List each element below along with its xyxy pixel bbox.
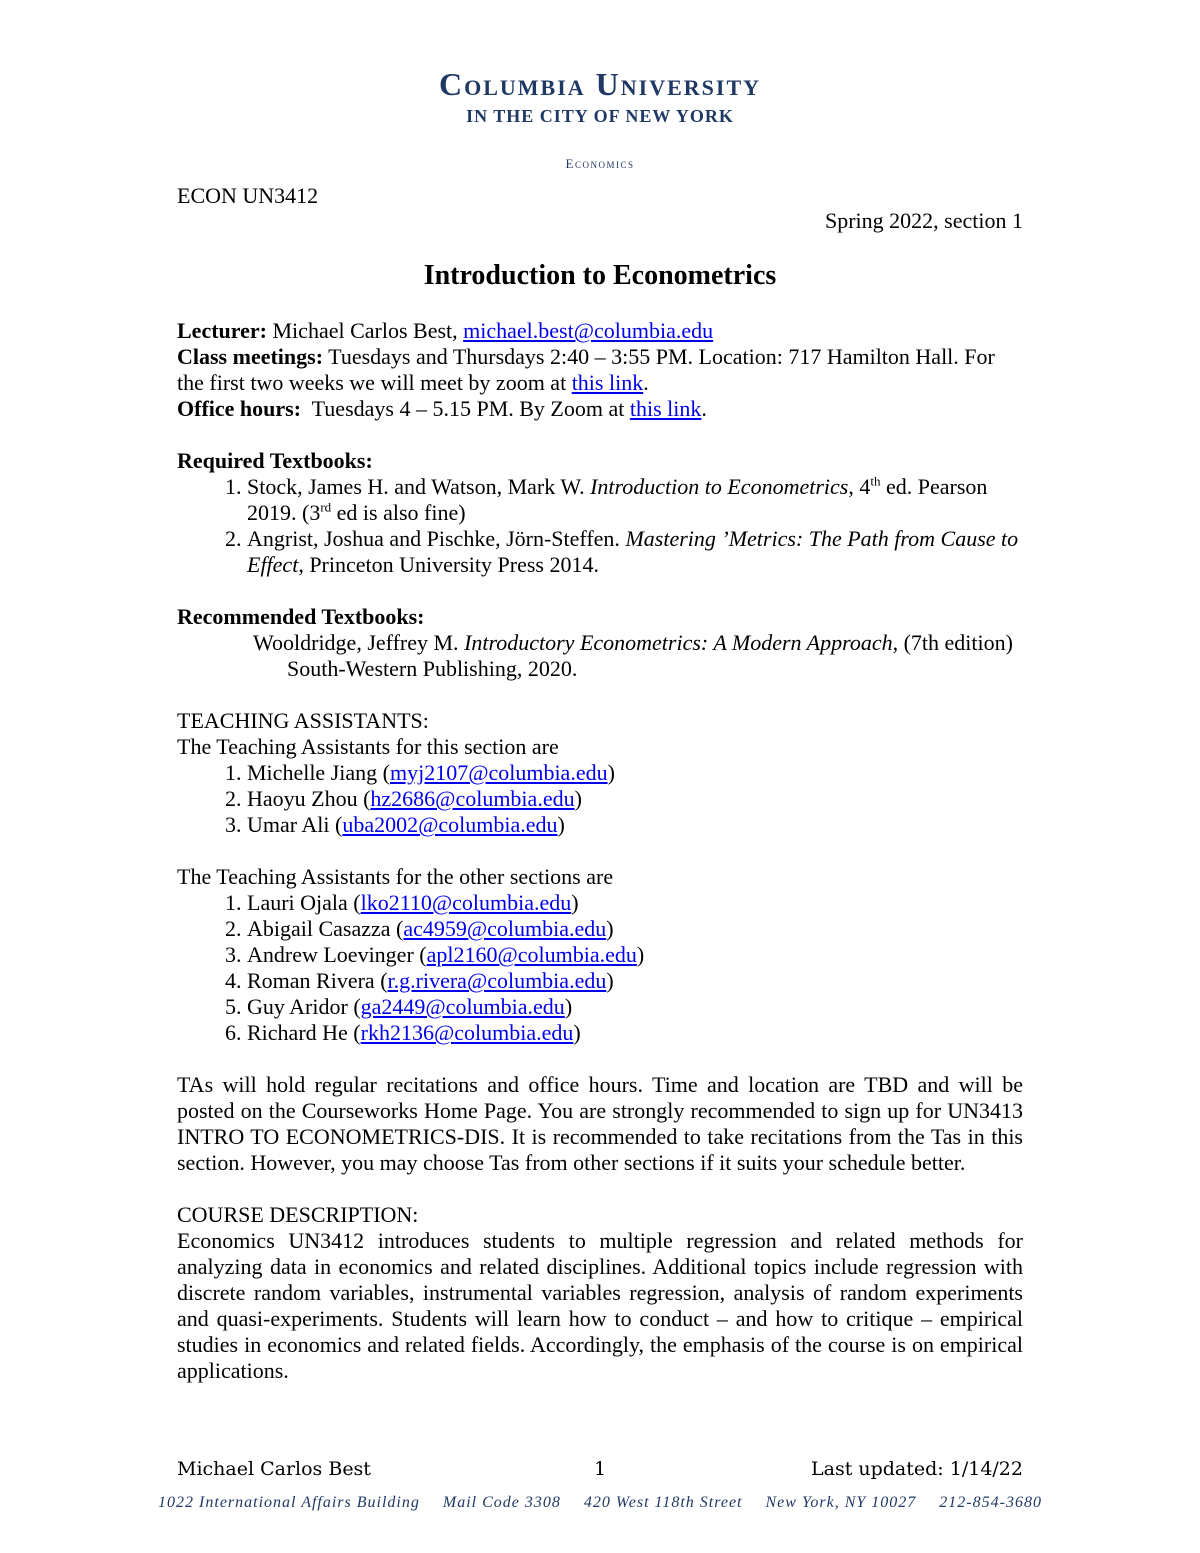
recitations-paragraph: TAs will hold regular recitations and office hours. Time and location are TBD and will be posted on the Courseworks Home Page. You are strongly recommended to sign up for UN3413 INTRO TO ECONOMETRICS-DIS. It is recommended to take recitations from the Tas in this section. However, you may choose Tas from other sections if it suits your schedule better.	[177, 1072, 1023, 1175]
ta-list-item	[247, 968, 1023, 994]
lecturer-name: Michael Carlos Best,	[272, 318, 458, 343]
last-updated: Last updated: 1/14/22	[811, 1458, 1023, 1480]
university-name: Columbia University	[438, 66, 762, 102]
other-sections-ta-list	[177, 890, 1023, 1046]
edition-number: 4	[859, 474, 871, 499]
ta-name: Richard He (	[247, 1020, 361, 1045]
required-textbooks-list	[177, 474, 1023, 578]
closing-paren: )	[573, 1020, 581, 1045]
ta-email-link[interactable]: ac4959@columbia.edu	[403, 916, 607, 941]
ta-list-item	[247, 942, 1023, 968]
ta-list-item	[247, 760, 1023, 786]
ta-email-link[interactable]: myj2107@columbia.edu	[389, 760, 608, 785]
closing-paren: )	[574, 786, 582, 811]
closing-paren: )	[607, 760, 615, 785]
lecturer-label: Lecturer:	[177, 318, 267, 343]
edition-suffix: rd	[320, 499, 332, 515]
book-title: Mastering ’Metrics: The Path from Cause to Effect	[247, 526, 1019, 577]
address-city: New York, NY 10027	[765, 1494, 917, 1511]
ta-email-link[interactable]: lko2110@columbia.edu	[360, 890, 572, 915]
closing-paren: )	[571, 890, 579, 915]
book-details: ed is also fine)	[331, 500, 466, 525]
ta-list-item	[247, 786, 1023, 812]
book-title: Introduction to Econometrics	[590, 474, 849, 499]
ta-email-link[interactable]: apl2160@columbia.edu	[426, 942, 637, 967]
book-details: ed. Pearson 2019. (	[247, 474, 988, 525]
lecturer-email-link[interactable]: michael.best@columbia.edu	[463, 318, 714, 343]
book-author: Angrist, Joshua and Pischke, Jörn-Steffen.	[247, 526, 620, 551]
ta-name: Abigail Casazza (	[247, 916, 404, 941]
ta-name: Lauri Ojala (	[247, 890, 361, 915]
ta-email-link[interactable]: r.g.rivera@columbia.edu	[387, 968, 607, 993]
book-details: , (7th edition) South-Western Publishing, 2020.	[287, 630, 1013, 681]
closing-paren: )	[564, 994, 573, 1019]
department-name: Economics	[565, 156, 635, 171]
required-textbooks-heading: Required Textbooks:	[177, 448, 373, 473]
ta-name: Roman Rivera (	[247, 968, 388, 993]
address-mail-code: Mail Code 3308	[442, 1494, 561, 1511]
edition-number: 3	[309, 500, 321, 525]
course-description-text: Economics UN3412 introduces students to multiple regression and related methods for analyzing data in economics and related disciplines. Additional topics include regression with discrete random variables, instrumental variables regression, analysis of random experiments and quasi-experiments. Students will learn how to conduct – and how to critique – empirical studies in economics and related fields. Accordingly, the emphasis of the course is on empirical applications.	[177, 1228, 1023, 1383]
meetings-text: Tuesdays and Thursdays 2:40 – 3:55 PM. Location: 717 Hamilton Hall. For the first two weeks we will meet by zoom at	[177, 344, 995, 395]
course-description-heading: COURSE DESCRIPTION:	[177, 1202, 419, 1227]
zoom-office-link[interactable]: this link	[629, 396, 702, 421]
address-building: 1022 International Affairs Building	[158, 1494, 420, 1511]
office-hours-line: Office hours: Tuesdays 4 – 5.15 PM. By Zoom at this link.	[177, 396, 707, 421]
address-phone: 212-854-3680	[939, 1494, 1042, 1511]
ta-email-link[interactable]: uba2002@columbia.edu	[342, 812, 558, 837]
ta-name: Haoyu Zhou (	[247, 786, 371, 811]
list-item	[247, 526, 1023, 578]
office-hours-text: Tuesdays 4 – 5.15 PM. By Zoom at	[311, 396, 625, 421]
university-subtitle: IN THE CITY OF NEW YORK	[466, 106, 734, 126]
ta-list-item	[247, 890, 1023, 916]
closing-paren: )	[606, 916, 614, 941]
book-author: Wooldridge, Jeffrey M.	[253, 630, 459, 655]
this-section-intro: The Teaching Assistants for this section are	[177, 734, 559, 759]
syllabus-body	[177, 318, 1023, 1384]
ta-list-item	[247, 812, 1023, 838]
other-sections-intro: The Teaching Assistants for the other sections are	[177, 864, 614, 889]
meetings-label: Class meetings:	[177, 344, 324, 369]
course-code: ECON UN3412	[177, 183, 319, 208]
this-section-ta-list	[177, 760, 1023, 838]
ta-email-link[interactable]: hz2686@columbia.edu	[370, 786, 575, 811]
closing-paren: )	[557, 812, 565, 837]
office-hours-label: Office hours:	[177, 396, 302, 421]
ta-name: Andrew Loevinger (	[247, 942, 427, 967]
page-number: 1	[593, 1458, 607, 1480]
teaching-assistants-heading: TEACHING ASSISTANTS:	[177, 708, 429, 733]
ta-email-link[interactable]: rkh2136@columbia.edu	[360, 1020, 574, 1045]
meetings-line: Class meetings: Tuesdays and Thursdays 2:40 – 3:55 PM. Location: 717 Hamilton Hall. For the first two weeks we will meet by zoom at this link.	[177, 344, 995, 395]
address-bar	[0, 1494, 1200, 1512]
book-author: Stock, James H. and Watson, Mark W.	[247, 474, 585, 499]
edition-suffix: th	[870, 473, 881, 489]
list-item: 1. Stock, James H. and Watson, Mark W. Introduction to Econometrics, 4th ed. Pearson 2019. (3rd ed is also fine)	[247, 474, 1023, 526]
term-section: Spring 2022, section 1	[825, 208, 1023, 233]
zoom-class-link[interactable]: this link	[571, 370, 644, 395]
ta-email-link[interactable]: ga2449@columbia.edu	[360, 994, 565, 1019]
ta-name: Guy Aridor (	[247, 994, 361, 1019]
book-details: , Princeton University Press 2014.	[298, 552, 599, 577]
ta-list-item	[247, 916, 1023, 942]
recommended-book	[177, 630, 1023, 682]
ta-name: Michelle Jiang (	[247, 760, 390, 785]
ta-list-item	[247, 994, 1023, 1020]
lecturer-line	[177, 318, 1023, 344]
book-title: Introductory Econometrics: A Modern Approach	[464, 630, 893, 655]
footer-author: Michael Carlos Best	[177, 1458, 371, 1480]
ta-name: Umar Ali (	[247, 812, 343, 837]
closing-paren: )	[636, 942, 645, 967]
page-title: Introduction to Econometrics	[423, 260, 777, 291]
address-street: 420 West 118th Street	[583, 1494, 743, 1511]
recommended-textbooks-heading: Recommended Textbooks:	[177, 604, 425, 629]
closing-paren: )	[606, 968, 614, 993]
ta-list-item	[247, 1020, 1023, 1046]
